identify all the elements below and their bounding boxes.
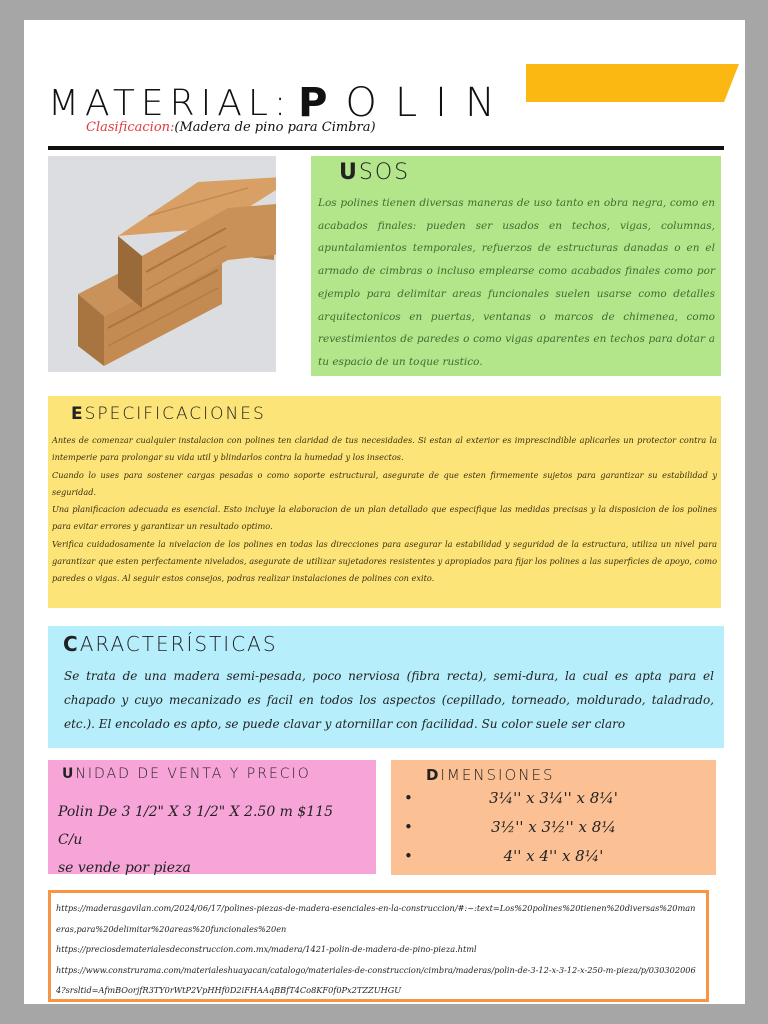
usos-heading: USOS (339, 160, 411, 185)
title-accent-bar (526, 64, 739, 102)
unidad-panel (48, 760, 376, 874)
especificaciones-paragraph: Antes de comenzar cualquier instalacion con polines ten claridad de tus necesidades. Si estan al exterior es imprescindible aplicarles un protector contra la intemperie para prolongar su vida util y blindarlos contra la humedad y los insectos. (52, 435, 717, 463)
source-link[interactable]: https://preciosdematerialesdeconstruccion.com.mx/madera/1421-polin-de-madera-de-pino-pieza.html (56, 944, 477, 954)
unidad-heading: UNIDAD DE VENTA Y PRECIO (62, 766, 311, 782)
title-prefix: MATERIAL: (48, 83, 293, 124)
usos-panel (311, 156, 721, 376)
especificaciones-heading: ESPECIFICACIONES (71, 404, 266, 424)
document-page (24, 20, 745, 1004)
classification-label: Clasificacion: (86, 120, 175, 135)
caracteristicas-text: Se trata de una madera semi-pesada, poco nerviosa (fibra recta), semi-dura, la cual es apta para el chapado y cuyo mecanizado es facil en todos los aspectos (cepillado, torneado, moldurado, taladrado, etc.). El encolado es apto, se puede clavar y atornillar con facilidad. Su color suele ser claro (64, 669, 714, 731)
list-item: • 4'' x 4'' x 8¼' (391, 842, 716, 871)
fuentes-list (56, 898, 696, 1001)
bullet-icon: • (404, 789, 413, 807)
list-item: • 3½'' x 3½'' x 8¼ (391, 813, 716, 842)
title-divider (48, 146, 724, 150)
title-initial: P (298, 80, 346, 126)
usos-text: Los polines tienen diversas maneras de uso tanto en obra negra, como en acabados finales: pueden ser usados en techos, vigas, columnas, apuntalamientos temporales, refuerzos de estructuras danadas o en el armado de cimbras o incluso emplearse como acabados finales como por ejemplo para delimitar areas funcionales suelen usarse como detalles arquitectonicos en puertas, ventanas o marcos de chimenea, como revestimientos de paredes o como vigas aparentes en techos para dotar a tu espacio de un toque rustico. (318, 197, 715, 368)
unidad-note: se vende por pieza (58, 860, 191, 876)
wood-beams-icon (48, 156, 276, 372)
dimensiones-heading: DIMENSIONES (426, 766, 555, 784)
especificaciones-paragraph: Cuando lo uses para sostener cargas pesadas o como soporte estructural, asegurate de que esten firmemente sujetos para garantizar su estabilidad y seguridad. (52, 469, 717, 497)
dimensiones-panel (391, 760, 716, 875)
list-item: • 3¼'' x 3¼'' x 8¼' (391, 784, 716, 813)
title-rest: OLIN (345, 80, 513, 126)
unidad-price: Polin De 3 1/2" X 3 1/2" X 2.50 m $115 C/u (58, 804, 334, 848)
source-link[interactable]: https://www.construrama.com/materialeshuayacan/catalogo/materiales-de-construccion/cimbra/maderas/polin-de-3-12-x-3-12-x-250-m-pieza/p/0303020064?srsltid=AfmBOorjfR3TY0rWtP2VpHHf0D2iFHAAqBBfT4Co8KF0f0Px2TZZUHGU (56, 964, 696, 995)
especificaciones-paragraph: Una planificacion adecuada es esencial. Esto incluye la elaboracion de un plan detallado que especifique las medidas precisas y la disposicion de los polines para evitar errores y garantizar un resultado optimo. (52, 504, 717, 532)
classification-value: (Madera de pino para Cimbra) (174, 120, 376, 135)
fuentes-panel (48, 890, 709, 1002)
caracteristicas-heading: CARACTERÍSTICAS (63, 632, 278, 656)
source-link[interactable]: https://maderasgavilan.com/2024/06/17/polines-piezas-de-madera-esenciales-en-la-construccion/#:~:text=Los%20polines%20tienen%20diversas%20maneras,para%20delimitar%20areas%20funcionales%20en (56, 903, 696, 934)
page-title (48, 76, 513, 124)
especificaciones-panel (48, 396, 721, 608)
caracteristicas-panel (48, 626, 724, 748)
classification (86, 120, 376, 135)
especificaciones-paragraph: Verifica cuidadosamente la nivelacion de los polines en todas las direcciones para asegurar la estabilidad y seguridad de la estructura, utiliza un nivel para garantizar que esten perfectamente nivelados, asegurate de utilizar sujetadores resistentes y apropiados para fijar los polines a las superficies de apoyo, como paredes o vigas. Al seguir estos consejos, podras realizar instalaciones de polines con exito. (52, 538, 717, 584)
bullet-icon: • (404, 818, 413, 836)
dimensiones-list (391, 784, 716, 871)
especificaciones-text (52, 432, 717, 588)
bullet-icon: • (404, 847, 413, 865)
wood-beams-image (48, 156, 276, 372)
unidad-text (58, 798, 358, 882)
